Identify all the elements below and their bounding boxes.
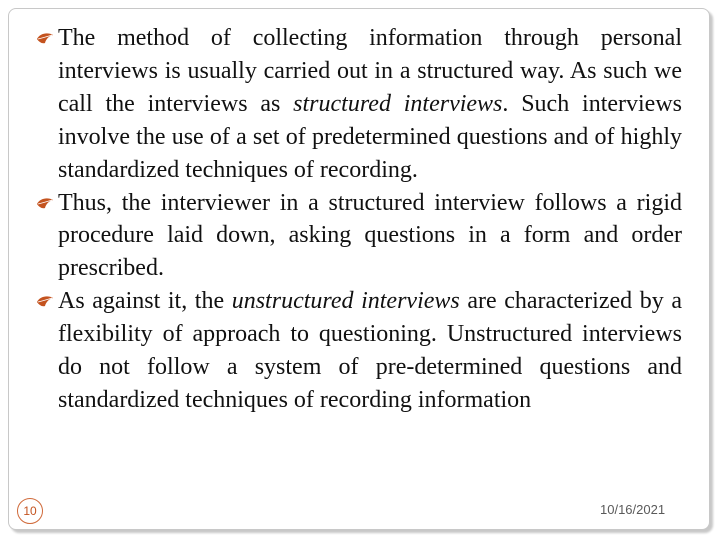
leaf-bullet-icon [36, 32, 54, 46]
slide-number-badge: 10 [17, 498, 43, 524]
paragraph-text: As against it, the [58, 288, 232, 315]
slide-body [38, 22, 682, 417]
paragraph-text: Thus, the interviewer in a structured interview follows a rigid procedure laid down, asking questions in a form and order prescribed. [58, 189, 682, 282]
paragraph-text: . Such interviews involve the use of a set of predetermined questions and of highly standardized techniques of recording. [58, 90, 682, 183]
bullet-paragraph-rigid-procedure [38, 187, 682, 286]
paragraph-text: The method of collecting information through personal interviews is usually carried out in a structured way. As such we call the interviews as [58, 25, 682, 117]
leaf-bullet-icon [36, 295, 54, 309]
bullet-paragraph-unstructured [38, 285, 682, 417]
paragraph-text: are characterized by a flexibility of approach to questioning. Unstructured interviews do not follow a system of pre-determined questions and standardized techniques of recording information [58, 288, 682, 413]
leaf-bullet-icon [36, 197, 54, 211]
slide-date: 10/16/2021 [600, 502, 666, 517]
emphasis-unstructured-interviews: unstructured interviews [231, 288, 460, 315]
bullet-paragraph-structured [38, 22, 682, 187]
emphasis-structured-interviews: structured interviews [293, 90, 503, 117]
